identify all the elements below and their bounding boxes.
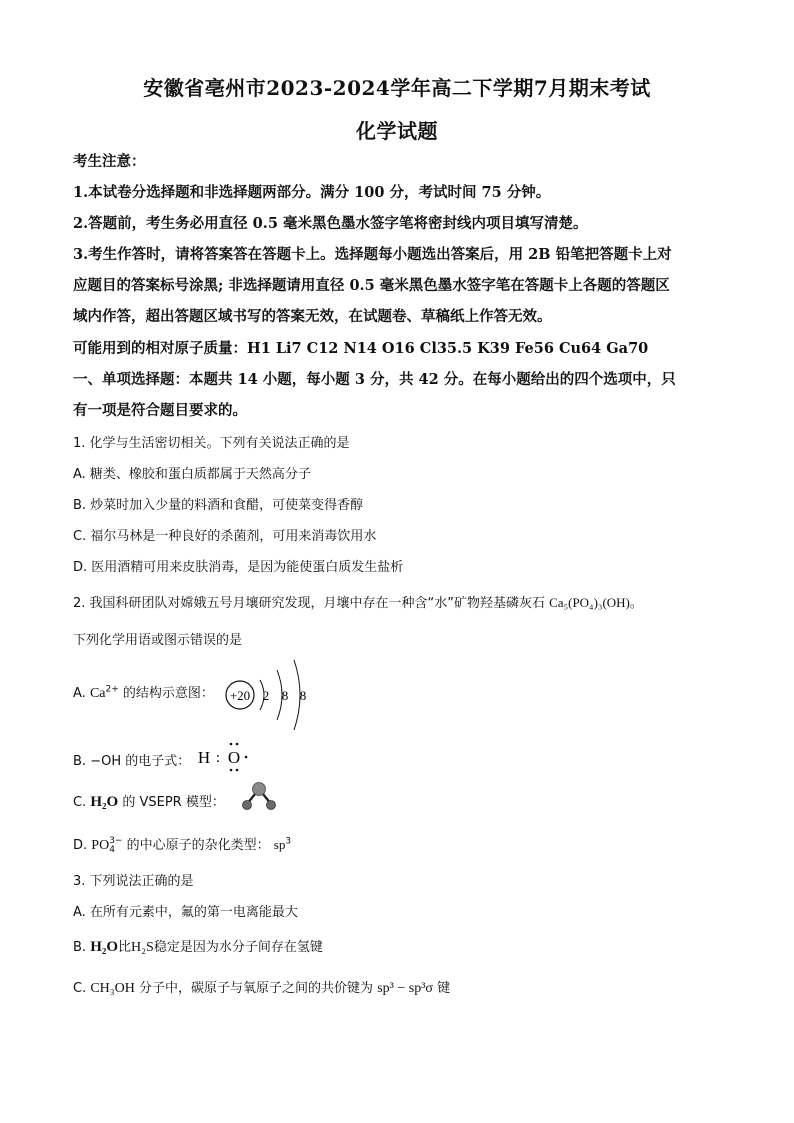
oxygen-atom-sphere <box>253 783 266 796</box>
q2-b-text: −OH 的电子式： <box>90 754 191 769</box>
calcium-ion-structure-diagram <box>222 656 318 734</box>
hydrogen-atom-sphere <box>267 801 276 810</box>
q2-d-label: D. <box>73 838 92 853</box>
shell-2-count: 8 <box>281 688 289 703</box>
q2-d-ion: PO <box>91 838 110 853</box>
q2-d-ion-charge: 3− <box>109 835 123 846</box>
q3-c-text-2: 键 <box>437 981 451 996</box>
q3-b-label: B. <box>73 940 91 955</box>
q2-option-b <box>73 750 190 769</box>
q2-c-label: C. <box>73 795 91 810</box>
hydrogen-atom-sphere <box>243 801 252 810</box>
q2-stem-line-2: 下列化学用语或图示错误的是 <box>73 633 243 648</box>
q2-stem-end: 。 <box>629 596 643 611</box>
lone-pair-dot <box>230 743 233 746</box>
q2-d-ion-scripts <box>109 837 122 855</box>
q2-d-answer-sup: 3 <box>285 836 292 847</box>
section-1-heading-line-1: 一、单项选择题：本题共 14 小题，每小题 3 分，共 42 分。在每小题给出的四个选项中，只 <box>73 371 676 388</box>
q2-stem-text: 2. 我国科研团队对嫦娥五号月壤研究发现，月壤中存在一种含“水”矿物羟基磷灰石 <box>73 596 550 611</box>
q2-c-text: 的 VSEPR 模型： <box>122 795 225 810</box>
nucleus-charge: +20 <box>229 688 251 703</box>
q1-option-b: B. 炒菜时加入少量的料酒和食醋，可使菜变得香醇 <box>73 498 364 513</box>
shell-1-count: 2 <box>262 688 270 703</box>
q3-b-species: H₂O <box>90 939 119 955</box>
q2-d-answer: sp <box>273 837 286 852</box>
q1-option-a: A. 糖类、橡胶和蛋白质都属于天然高分子 <box>73 467 311 482</box>
q2-a-text: 的结构示意图： <box>122 686 214 701</box>
q3-stem: 3. 下列说法正确的是 <box>73 874 194 889</box>
notice-item-3-line-3: 域内作答，超出答题区域书写的答案无效，在试题卷、草稿纸上作答无效。 <box>73 308 552 325</box>
notice-item-3-line-1: 3.考生作答时，请将答案答在答题卡上。选择题每小题选出答案后，用 2B 铅笔把答题卡上对 <box>73 246 672 263</box>
dot-formula-h: H <box>197 748 211 767</box>
q1-option-d: D. 医用酒精可用来皮肤消毒，是因为能使蛋白质发生盐析 <box>73 560 404 575</box>
q2-d-ion-subscript: 4 <box>109 844 115 855</box>
q3-option-a: A. 在所有元素中，氟的第一电离能最大 <box>73 905 298 920</box>
dot-formula-bond-pair: : <box>215 750 221 766</box>
lone-pair-dot <box>236 743 239 746</box>
q2-c-species: H₂O <box>90 794 119 810</box>
q2-d-text: 的中心原子的杂化类型： <box>126 838 270 853</box>
exam-subtitle: 化学试题 <box>356 119 438 143</box>
q3-b-text-2: 稳定是因为水分子间存在氢键 <box>153 940 323 955</box>
q2-a-ion: Ca <box>89 686 106 701</box>
q2-stem-line-1 <box>73 592 643 611</box>
lone-pair-dot <box>236 769 239 772</box>
q2-option-d <box>73 834 291 855</box>
atomic-masses: 可能用到的相对原子质量：H1 Li7 C12 N14 O16 Cl35.5 K39 Fe56 Cu64 Ga70 <box>73 340 649 357</box>
notice-item-2: 2.答题前，考生务必用直径 0.5 毫米黑色墨水签字笔将密封线内项目填写清楚。 <box>73 215 588 232</box>
single-electron-dot <box>245 756 248 759</box>
notice-item-3-line-2: 应题目的答案标号涂黑; 非选择题请用直径 0.5 毫米黑色墨水签字笔在答题卡上各题的答题区 <box>73 277 670 294</box>
q3-c-text: 分子中，碳原子与氧原子之间的共价键为 <box>139 981 374 996</box>
water-vsepr-model <box>239 780 279 812</box>
q3-b-species-2: H₂S <box>131 940 154 955</box>
notice-heading: 考生注意： <box>73 153 146 170</box>
q2-a-label: A. <box>73 686 90 701</box>
q3-c-bond: sp³ − sp³σ <box>377 981 433 996</box>
q3-b-text: 比 <box>118 940 132 955</box>
q3-c-label: C. <box>73 981 91 996</box>
q3-option-c <box>73 977 450 997</box>
q2-option-c <box>73 791 225 811</box>
hydroxyl-electron-dot-formula <box>196 738 254 774</box>
lone-pair-dot <box>230 769 233 772</box>
notice-item-1: 1.本试卷分选择题和非选择题两部分。满分 100 分，考试时间 75 分钟。 <box>73 184 551 201</box>
q1-option-c: C. 福尔马林是一种良好的杀菌剂，可用来消毒饮用水 <box>73 529 377 544</box>
q2-b-label: B. <box>73 754 91 769</box>
dot-formula-o: O <box>227 748 241 767</box>
q2-formula: Ca₅(PO₄)₃(OH) <box>549 595 630 610</box>
section-1-heading-line-2: 有一项是符合题目要求的。 <box>73 402 247 419</box>
q1-stem: 1. 化学与生活密切相关。下列有关说法正确的是 <box>73 436 350 451</box>
shell-3-count: 8 <box>299 688 307 703</box>
exam-title: 安徽省亳州市2023-2024学年高二下学期7月期末考试 <box>143 76 651 100</box>
q2-a-ion-charge: 2+ <box>105 684 119 695</box>
q3-c-species: CH₃OH <box>90 981 135 996</box>
q3-option-b <box>73 936 323 956</box>
q2-option-a <box>73 682 214 702</box>
